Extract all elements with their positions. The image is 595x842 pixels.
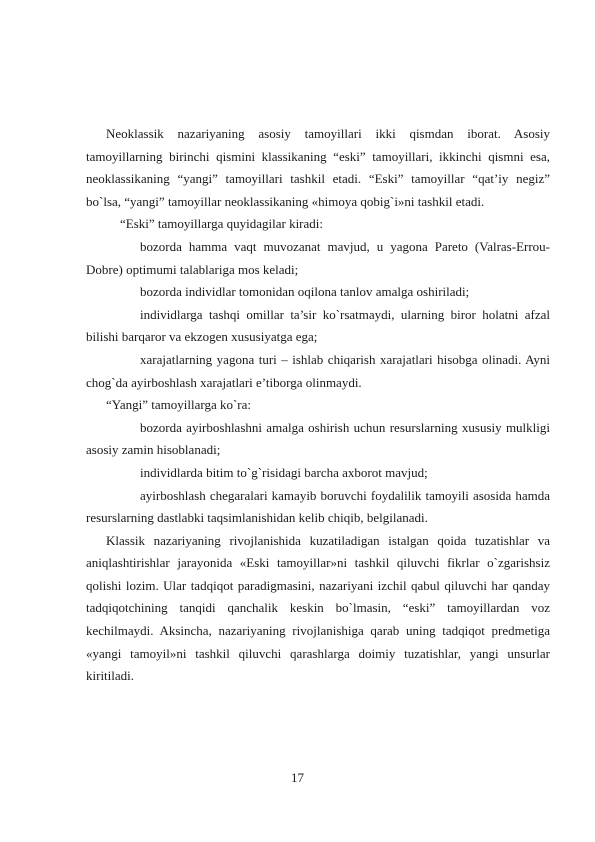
paragraph-new-principles-heading: “Yangi” tamoyillarga ko`ra:: [106, 397, 252, 413]
list-item-text: bozorda ayirboshlashni amalga oshirish uchun resurslarning xususiy mulkligi asosiy zamin hisoblanadi;: [86, 419, 550, 458]
list-item-text: individlarga tashqi omillar ta’sir ko`rsatmaydi, ularning biror holatni afzal bilishi barqaror va ekzogen xususiyatga ega;: [86, 306, 550, 345]
old-principles-list: [86, 236, 550, 394]
list-item-text: bozorda individlar tomonidan oqilona tanlov amalga oshiriladi;: [140, 284, 470, 300]
page-number: 17: [291, 770, 304, 785]
paragraph-conclusion: Klassik nazariyaning rivojlanishida kuzatiladigan istalgan qoida tuzatishlar va aniqlashtirishlar jarayonida «Eski tamoyillar»ni tashkil qiluvchi fikrlar o`zgarishsiz qolishi lozim. Ular tadqiqot paradigmasini, nazariyani izchil qabul qiluvchi har qanday tadqiqotchining tanqidi qanchalik keskin bo`lmasin, “eski” tamoyillardan voz kechilmaydi. Aksincha, nazariyaning rivojlanishiga qarab uning tadqiqot predmetiga «yangi tamoyil»ni tashkil qiluvchi qarashlarga doimiy tuzatishlar, yangi unsurlar kiritiladi.: [86, 532, 550, 684]
body-text: [86, 123, 550, 688]
paragraph-intro: Neoklassik nazariyaning asosiy tamoyillari ikki qismdan iborat. Asosiy tamoyillarning birinchi qismini klassikaning “eski” tamoyillari, ikkinchi qismni esa, neoklassikaning “yangi” tamoyillari tashkil etadi. “Eski” tamoyillar “qat’iy negiz” bo`lsa, “yangi” tamoyillar neoklassikaning «himoya qobig`i»ni tashkil etadi.: [86, 126, 550, 209]
list-item-text: individlarda bitim to`g`risidagi barcha axborot mavjud;: [140, 464, 428, 480]
list-item: [86, 462, 550, 485]
new-principles-list: [86, 417, 550, 530]
list-item: [86, 236, 550, 281]
list-item-text: xarajatlarning yagona turi – ishlab chiqarish xarajatlari hisobga olinadi. Ayni chog`da ayirboshlash xarajatlari e’tiborga olinmaydi.: [86, 351, 550, 390]
list-item-text: bozorda hamma vaqt muvozanat mavjud, u yagona Pareto (Valras-Errou-Dobre) optimumi talablariga mos keladi;: [86, 238, 550, 277]
list-item: [86, 349, 550, 394]
list-item: [86, 304, 550, 349]
list-item: [86, 281, 550, 304]
list-item: [86, 485, 550, 530]
list-item-text: ayirboshlash chegaralari kamayib boruvchi foydalilik tamoyili asosida hamda resurslarning dastlabki taqsimlanishidan kelib chiqib, belgilanadi.: [86, 487, 550, 526]
paragraph-old-principles-heading: “Eski” tamoyillarga quyidagilar kiradi:: [120, 216, 324, 232]
list-item: [86, 417, 550, 462]
